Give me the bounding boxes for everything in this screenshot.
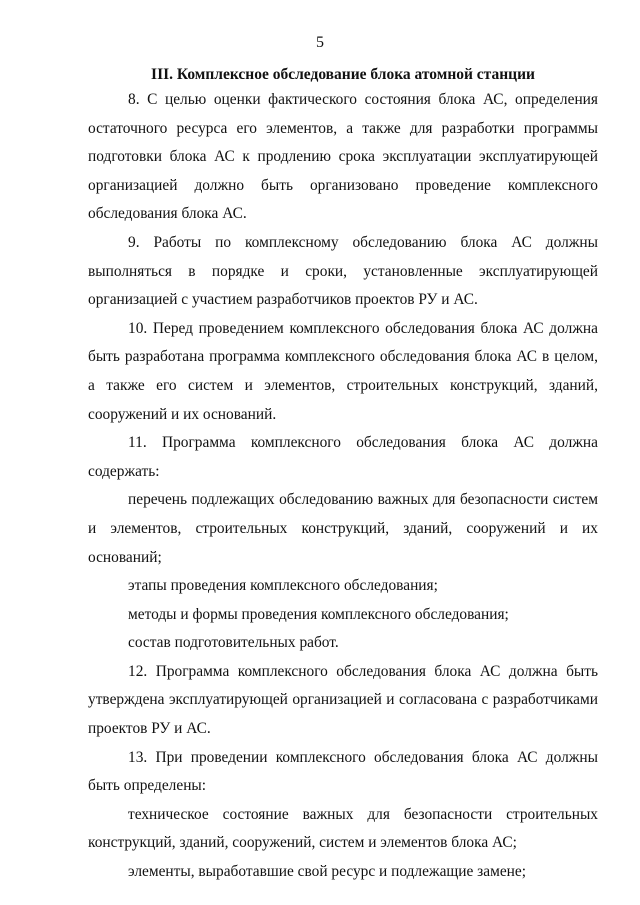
- document-body: [88, 86, 598, 887]
- paragraph-11: 11. Программа комплексного обследования блока АС должна содержать:: [88, 434, 598, 480]
- list-item-stages: этапы проведения комплексного обследования;: [128, 577, 438, 595]
- list-item-preparatory: состав подготовительных работ.: [128, 634, 339, 652]
- paragraph-9: 9. Работы по комплексному обследованию блока АС должны выполняться в порядке и сроки, установленные эксплуатирующей организацией с участием разработчиков проектов РУ и АС.: [88, 233, 598, 309]
- list-item-worn-elements: элементы, выработавшие свой ресурс и подлежащие замене;: [128, 863, 526, 881]
- list-item-methods: методы и формы проведения комплексного обследования;: [128, 605, 509, 623]
- page-number: 5: [316, 34, 324, 51]
- paragraph-8: 8. С целью оценки фактического состояния блока АС, определения остаточного ресурса его элементов, а также для разработки программы подготовки блока АС к продлению срока эксплуатации эксплуатирующей организацией должно быть организовано проведение комплексного обследования блока АС.: [88, 91, 598, 223]
- paragraph-13: 13. При проведении комплексного обследования блока АС должны быть определены:: [88, 748, 598, 795]
- list-item-systems: перечень подлежащих обследованию важных для безопасности систем и элементов, строительных конструкций, зданий, сооружений и их оснований;: [88, 491, 598, 566]
- list-item-technical-state: техническое состояние важных для безопасности строительных конструкций, зданий, сооружений, систем и элементов блока АС;: [88, 805, 598, 852]
- paragraph-12: 12. Программа комплексного обследования блока АС должна быть утверждена эксплуатирующей организацией и согласована с разработчиками проектов РУ и АС.: [88, 662, 598, 738]
- section-heading: III. Комплексное обследование блока атомной станции: [151, 66, 535, 83]
- paragraph-10: 10. Перед проведением комплексного обследования блока АС должна быть разработана программа комплексного обследования блока АС в целом, а также его систем и элементов, строительных конструкций, зданий, сооружений и их оснований.: [88, 319, 598, 423]
